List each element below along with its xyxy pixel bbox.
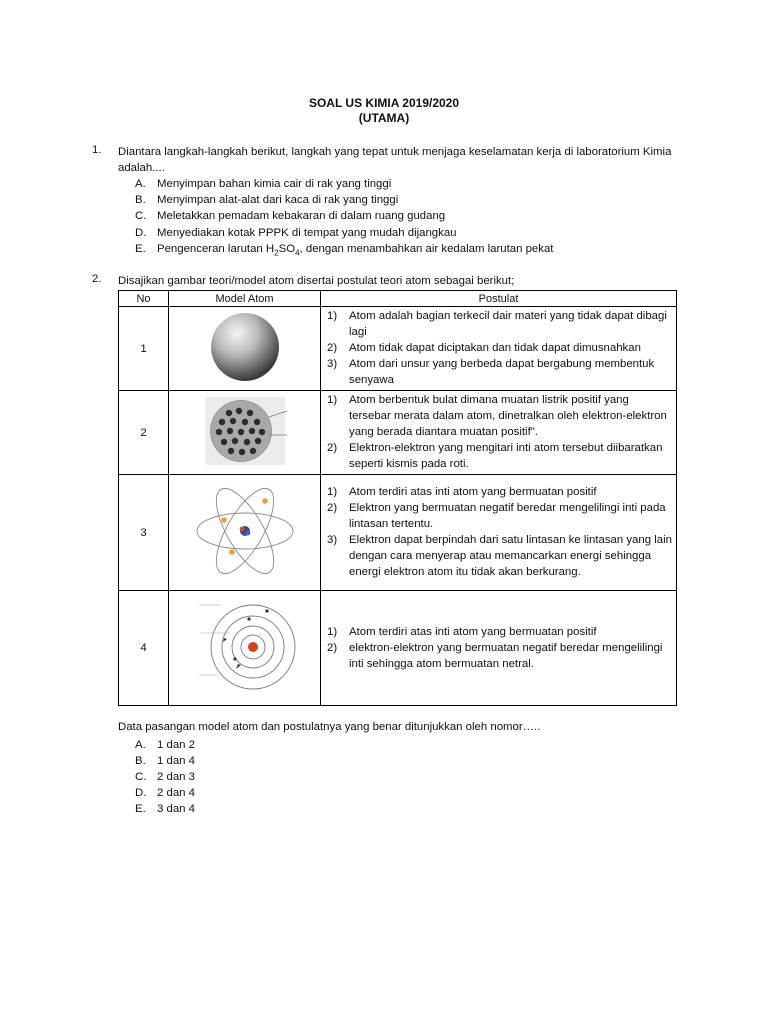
table-header-row xyxy=(119,291,677,307)
q1-option-b: B. Menyimpan alat-alat dari kaca di rak yang tinggi xyxy=(135,194,399,206)
q1-option-a: A. Menyimpan bahan kimia cair di rak yang tinggi xyxy=(135,178,392,190)
page-subtitle: (UTAMA) xyxy=(358,111,410,125)
postulat-item: 1) Atom terdiri atas inti atom yang bermuatan positif xyxy=(327,625,597,638)
postulat-cell xyxy=(321,391,677,475)
postulat-cell xyxy=(321,475,677,591)
postulat-cell xyxy=(321,591,677,706)
row-number: 2 xyxy=(119,391,169,475)
row-number: 3 xyxy=(119,475,169,591)
question-1-text: Diantara langkah-langkah berikut, langkah yang tepat untuk menjaga keselamatan kerja di laboratorium Kimia adalah.... xyxy=(118,146,672,174)
row-number: 4 xyxy=(119,591,169,706)
solid-sphere-model-image xyxy=(169,307,321,391)
q2-option-d: D. 2 dan 4 xyxy=(135,787,196,799)
bohr-model-image xyxy=(169,591,321,706)
q1-option-d: D. Menyediakan kotak PPPK di tempat yang mudah dijangkau xyxy=(135,227,457,239)
postulat-item: 3) Atom dari unsur yang berbeda dapat bergabung membentuk senyawa xyxy=(327,358,655,386)
table-row xyxy=(119,391,677,475)
q2-option-b: B. 1 dan 4 xyxy=(135,755,196,767)
postulat-item: 2) Elektron yang bermuatan negatif beredar mengelilingi inti pada lintasan tertentu. xyxy=(327,502,666,530)
postulat-item: 1) Atom berbentuk bulat dimana muatan listrik positif yang tersebar merata dalam atom, dinetralkan oleh elektron-elektron yang berada diantara muatan positif". xyxy=(327,394,667,438)
question-1-number: 1. xyxy=(92,144,102,156)
bohr-atom-icon xyxy=(187,595,303,699)
page-title: SOAL US KIMIA 2019/2020 xyxy=(308,96,460,110)
header-postulat: Postulat xyxy=(321,291,677,307)
q2-option-e: E. 3 dan 4 xyxy=(135,803,196,815)
postulat-cell xyxy=(321,307,677,391)
atom-model-table xyxy=(118,290,677,706)
header-no: No xyxy=(119,291,169,307)
postulat-item: 1) Atom terdiri atas inti atom yang bermuatan positif xyxy=(327,486,597,498)
q1-option-c: C. Meletakkan pemadam kebakaran di dalam ruang gudang xyxy=(135,210,446,222)
q1-option-e: E. Pengenceran larutan $H_2SO_4$, dengan menambahkan air kedalam larutan pekat xyxy=(135,243,554,258)
table-row xyxy=(119,591,677,706)
question-2-text: Disajikan gambar teori/model atom disertai postulat teori atom sebagai berikut; xyxy=(118,275,515,287)
postulat-item: 2) Elektron-elektron yang mengitari inti atom tersebut diibaratkan seperti kismis pada roti. xyxy=(327,442,663,470)
answer-prompt: Data pasangan model atom dan postulatnya yang benar ditunjukkan oleh nomor….. xyxy=(118,721,541,733)
rutherford-model-image xyxy=(169,475,321,591)
sphere-icon xyxy=(209,311,281,383)
q2-option-a: A. 1 dan 2 xyxy=(135,739,196,751)
header-model: Model Atom xyxy=(169,291,321,307)
plum-pudding-icon xyxy=(195,395,295,467)
postulat-item: 2) Atom tidak dapat diciptakan dan tidak dapat dimusnahkan xyxy=(327,342,641,354)
q2-option-c: C. 2 dan 3 xyxy=(135,771,196,783)
row-number: 1 xyxy=(119,307,169,391)
table-row xyxy=(119,475,677,591)
rutherford-atom-icon xyxy=(190,479,300,583)
plum-pudding-model-image xyxy=(169,391,321,475)
postulat-item: 1) Atom adalah bagian terkecil dair materi yang tidak dapat dibagi lagi xyxy=(327,310,667,338)
postulat-item: 2) elektron-elektron yang bermuatan negatif beredar mengelilingi inti sehingga atom bermuatan netral. xyxy=(327,641,663,670)
postulat-item: 3) Elektron dapat berpindah dari satu lintasan ke lintasan yang lain dengan cara menyerap atau memancarkan energi sehingga energi elektron atom itu tidak akan berkurang. xyxy=(327,534,672,578)
question-2-number: 2. xyxy=(92,273,102,285)
table-row xyxy=(119,307,677,391)
